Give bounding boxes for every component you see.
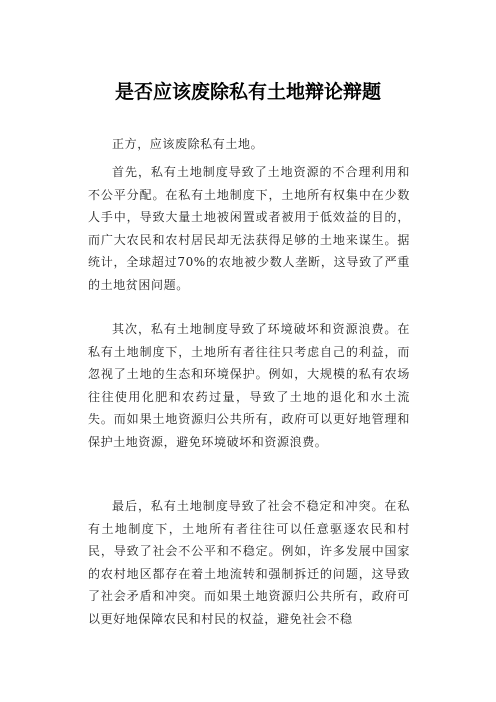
paragraph-second-argument: 其次，私有土地制度导致了环境破坏和资源浪费。在私有土地制度下，土地所有者往往只考虑自己的利益，而忽视了土地的生态和环境保护。例如，大规模的私有农场往往使用化肥和农药过量，导致了土地的退化和水土流失。而如果土地资源归公共所有，政府可以更好地管理和保护土地资源，避免环境破坏和资源浪费。 [88,322,410,449]
paragraph-intro: 正方，应该废除私有土地。 [112,137,264,151]
paragraph-first-argument: 首先，私有土地制度导致了土地资源的不合理利用和不公平分配。在私有土地制度下，土地所有权集中在少数人手中，导致大量土地被闲置或者被用于低效益的目的，而广大农民和农村居民却无法获得足够的土地来谋生。据统计，全球超过70%的农地被少数人垄断，这导致了严重的土地贫困问题。 [88,165,410,292]
document-title: 是否应该废除私有土地辩论辩题 [114,81,381,103]
paragraph-third-argument: 最后，私有土地制度导致了社会不稳定和冲突。在私有土地制度下，土地所有者往往可以任意驱逐农民和村民，导致了社会不公平和不稳定。例如，许多发展中国家的农村地区都存在着土地流转和强制拆迁的问题，这导致了社会矛盾和冲突。而如果土地资源归公共所有，政府可以更好地保障农民和村民的权益，避免社会不稳 [88,499,410,626]
